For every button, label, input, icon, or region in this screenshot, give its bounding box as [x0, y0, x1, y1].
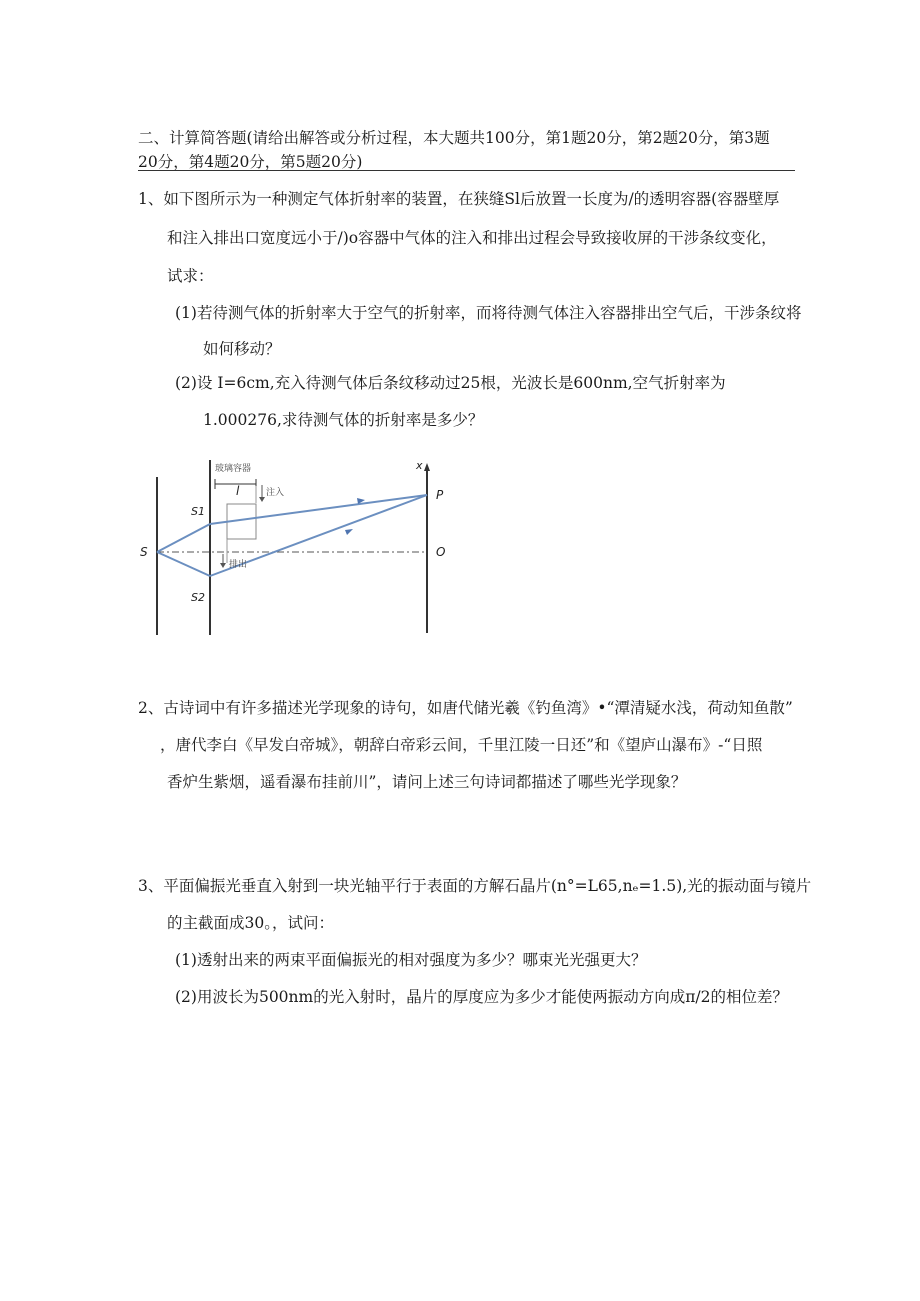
ray-s1-p — [210, 495, 427, 524]
outlet-arrow-head — [220, 563, 226, 568]
slit1-label: S1 — [191, 505, 205, 518]
container-label: 玻璃容器 — [215, 464, 252, 474]
length-label: l — [236, 484, 240, 498]
q3-sub2: (2)用波长为500nm的光入射时，晶片的厚度应为多少才能使两振动方向成π/2的相位差？ — [175, 988, 788, 1006]
source-label: S — [140, 545, 148, 559]
q1-sub2-line-1: (2)设 I=6cm,充入待测气体后条纹移动过25根，光波长是600nm,空气折射率为 — [175, 374, 726, 392]
interference-diagram — [135, 455, 455, 644]
point-p-label: P — [436, 488, 444, 502]
q1-sub2-line-2: 1.000276,求待测气体的折射率是多少？ — [203, 411, 484, 429]
ray-source-s1 — [157, 524, 210, 552]
q1-line-3: 试求： — [167, 267, 214, 285]
x-axis-arrow — [424, 463, 430, 471]
q3-line-2: 的主截面成30。，试问： — [167, 914, 334, 932]
q2-line-1: 2、古诗词中有许多描述光学现象的诗句，如唐代储光羲《钓鱼湾》•“潭清疑水浅，荷动知鱼散” — [138, 699, 793, 717]
inlet-arrow-head — [259, 497, 265, 502]
ray-source-s2 — [157, 552, 210, 576]
q2-line-3: 香炉生紫烟，遥看瀑布挂前川”，请问上述三句诗词都描述了哪些光学现象？ — [167, 773, 687, 791]
inlet-label: 注入 — [266, 488, 285, 498]
q1-line-2: 和注入排出口宽度远小于/)o容器中气体的注入和排出过程会导致接收屏的干涉条纹变化， — [167, 229, 777, 247]
slit2-label: S2 — [191, 591, 205, 604]
section-divider — [138, 170, 795, 171]
outlet-label: 排出 — [229, 560, 248, 570]
interference-diagram-svg — [135, 455, 455, 640]
q1-sub1-line-1: (1)若待测气体的折射率大于空气的折射率，而将待测气体注入容器排出空气后，干涉条纹将 — [175, 304, 802, 322]
axis-label: x — [416, 459, 423, 472]
q1-sub1-line-2: 如何移动？ — [203, 340, 281, 358]
q1-line-1: 1、如下图所示为一种测定气体折射率的装置，在狭缝Sl后放置一长度为/的透明容器(容器壁厚 — [138, 190, 780, 208]
ray-s2-arrow — [345, 529, 353, 535]
q3-line-1: 3、平面偏振光垂直入射到一块光轴平行于表面的方解石晶片(n°=L65,nₑ=1.5),光的振动面与镜片 — [138, 877, 812, 895]
q3-sub1: (1)透射出来的两束平面偏振光的相对强度为多少？哪束光光强更大？ — [175, 951, 647, 969]
section-header-line-2: 20分，第4题20分，第5题20分) — [138, 153, 363, 171]
q2-line-2: ，唐代李白《早发白帝城》，朝辞白帝彩云间，千里江陵一日还”和《望庐山瀑布》-“日照 — [160, 736, 763, 754]
section-header-line-1: 二、计算简答题(请给出解答或分析过程，本大题共100分，第1题20分，第2题20分，第3题 — [138, 129, 770, 147]
point-o-label: O — [436, 545, 446, 559]
